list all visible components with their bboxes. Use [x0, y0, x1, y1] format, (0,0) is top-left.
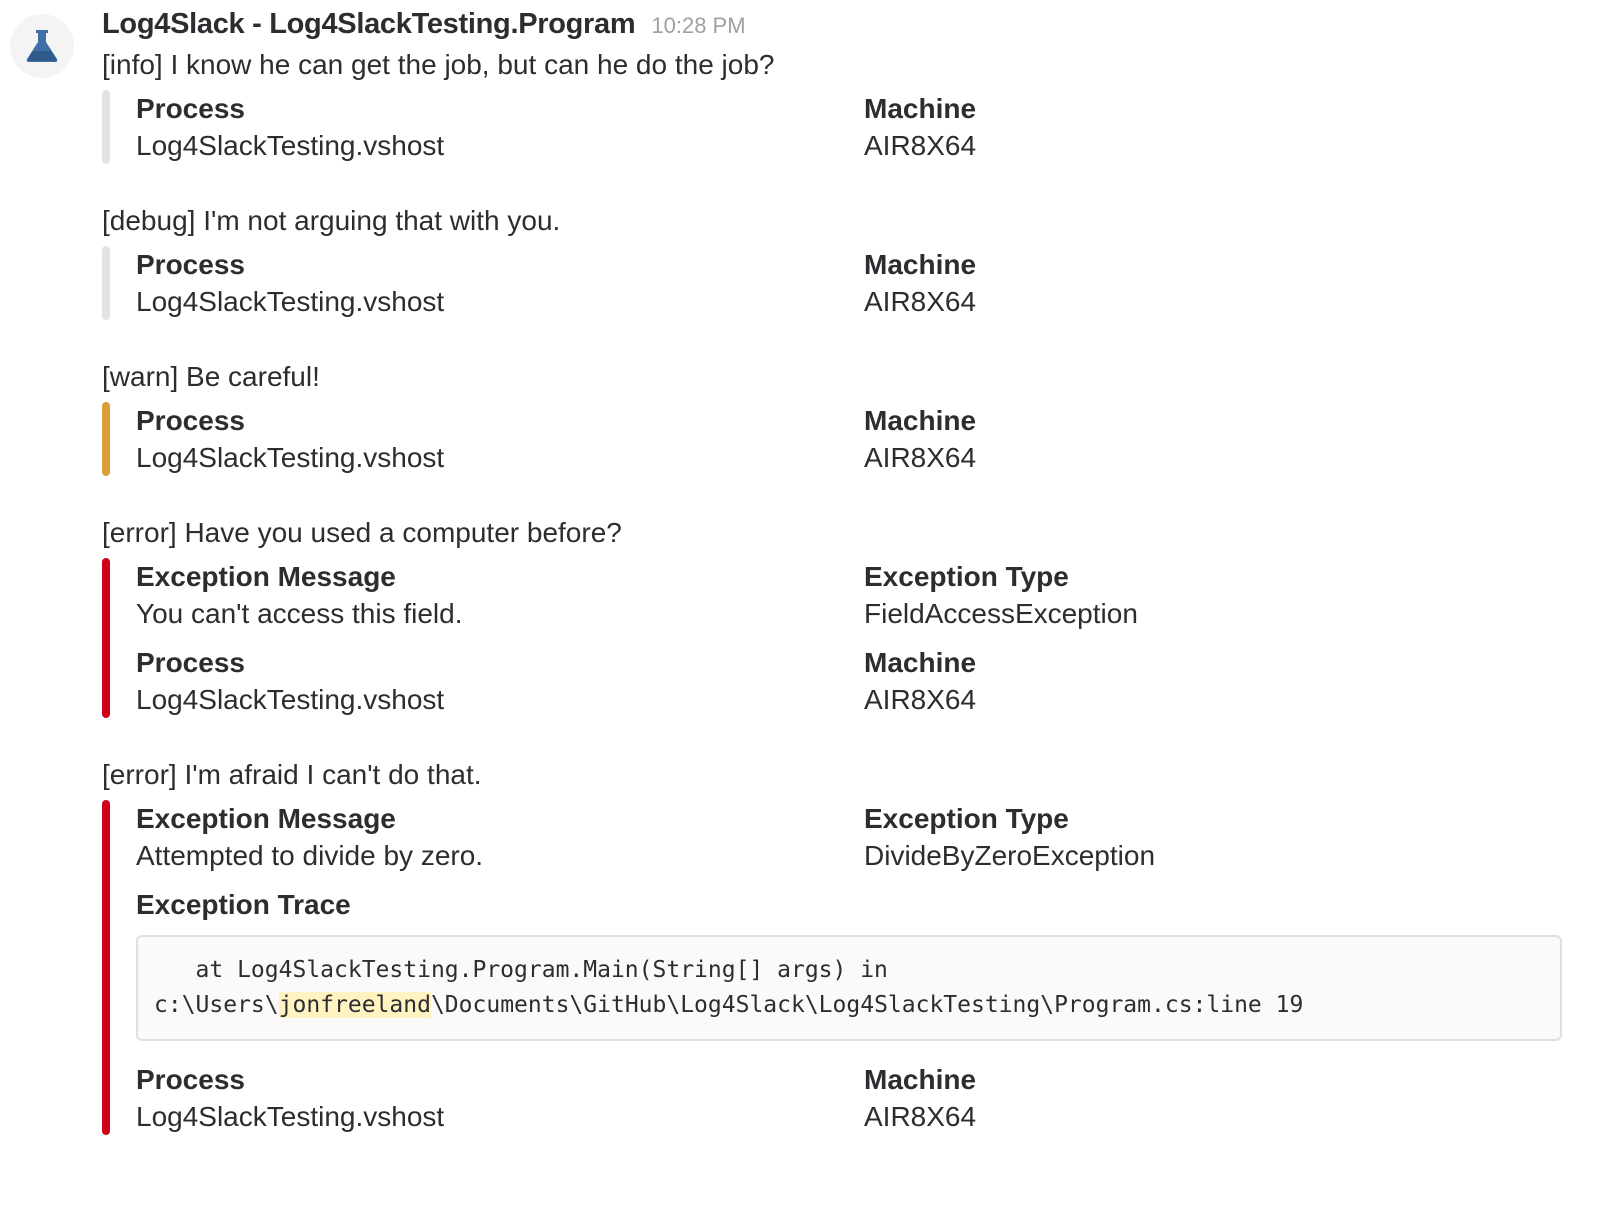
flask-icon	[24, 28, 60, 64]
field-title: Exception Trace	[136, 889, 351, 920]
log-line: [warn] Be careful!	[102, 361, 320, 392]
field-value: Log4SlackTesting.vshost	[136, 130, 445, 161]
log-line: [error] I'm afraid I can't do that.	[102, 759, 482, 790]
field-value: AIR8X64	[864, 684, 977, 715]
field-value: DivideByZeroException	[864, 840, 1156, 871]
exception-type-field	[864, 558, 1592, 632]
field-value: Log4SlackTesting.vshost	[136, 684, 445, 715]
field-title: Process	[136, 647, 245, 678]
log-entry-error	[102, 516, 1594, 718]
process-field	[136, 644, 864, 718]
trace-line: at Log4SlackTesting.Program.Main(String[] args) in	[154, 957, 888, 983]
field-value: Log4SlackTesting.vshost	[136, 442, 445, 473]
field-title: Exception Message	[136, 561, 396, 592]
field-value: Attempted to divide by zero.	[136, 840, 484, 871]
field-title: Exception Type	[864, 803, 1069, 834]
attachment	[102, 90, 1594, 164]
field-title: Machine	[864, 93, 977, 124]
attachment	[102, 402, 1594, 476]
avatar[interactable]	[10, 14, 74, 78]
highlighted-username: jonfreeland	[278, 992, 431, 1018]
exception-message-field	[136, 800, 864, 874]
exception-type-field	[864, 800, 1592, 874]
log-entry-info	[102, 48, 1594, 164]
field-title: Exception Message	[136, 803, 396, 834]
field-title: Machine	[864, 647, 977, 678]
field-value: AIR8X64	[864, 286, 977, 317]
log-entry-debug	[102, 204, 1594, 320]
field-value: You can't access this field.	[136, 598, 463, 629]
field-title: Process	[136, 405, 245, 436]
field-value: AIR8X64	[864, 442, 977, 473]
field-value: Log4SlackTesting.vshost	[136, 1101, 445, 1132]
process-field	[136, 246, 864, 320]
field-value: AIR8X64	[864, 130, 977, 161]
field-value: AIR8X64	[864, 1101, 977, 1132]
attachment-color-bar	[102, 90, 110, 164]
log-line: [info] I know he can get the job, but can he do the job?	[102, 49, 775, 80]
machine-field	[864, 644, 1592, 718]
field-title: Machine	[864, 405, 977, 436]
field-title: Machine	[864, 249, 977, 280]
exception-trace-code[interactable]	[136, 935, 1562, 1041]
attachment-color-bar	[102, 800, 110, 1135]
process-field	[136, 402, 864, 476]
attachment	[102, 246, 1594, 320]
log-entry-warn	[102, 360, 1594, 476]
attachment-color-bar	[102, 402, 110, 476]
log-entry-error	[102, 758, 1594, 1135]
field-title: Machine	[864, 1064, 977, 1095]
process-field	[136, 90, 864, 164]
trace-path-suffix: \Documents\GitHub\Log4Slack\Log4SlackTesting\Program.cs:line 19	[430, 992, 1304, 1018]
attachment	[102, 800, 1594, 1135]
field-value: Log4SlackTesting.vshost	[136, 286, 445, 317]
attachment	[102, 558, 1594, 718]
field-title: Process	[136, 249, 245, 280]
field-title: Exception Type	[864, 561, 1069, 592]
message-header	[102, 8, 1594, 48]
field-value: FieldAccessException	[864, 598, 1138, 629]
log-line: [error] Have you used a computer before?	[102, 517, 622, 548]
sender-name[interactable]: Log4Slack - Log4SlackTesting.Program	[102, 8, 636, 40]
trace-path-prefix: c:\Users\	[154, 992, 279, 1018]
machine-field	[864, 402, 1592, 476]
machine-field	[864, 1061, 1592, 1135]
attachment-color-bar	[102, 246, 110, 320]
attachment-color-bar	[102, 558, 110, 718]
field-title: Process	[136, 1064, 245, 1095]
message	[102, 8, 1594, 1175]
exception-message-field	[136, 558, 864, 632]
machine-field	[864, 246, 1592, 320]
field-title: Process	[136, 93, 245, 124]
exception-trace-field	[136, 886, 1594, 1041]
process-field	[136, 1061, 864, 1135]
message-timestamp[interactable]: 10:28 PM	[651, 13, 746, 38]
log-line: [debug] I'm not arguing that with you.	[102, 205, 561, 236]
machine-field	[864, 90, 1592, 164]
